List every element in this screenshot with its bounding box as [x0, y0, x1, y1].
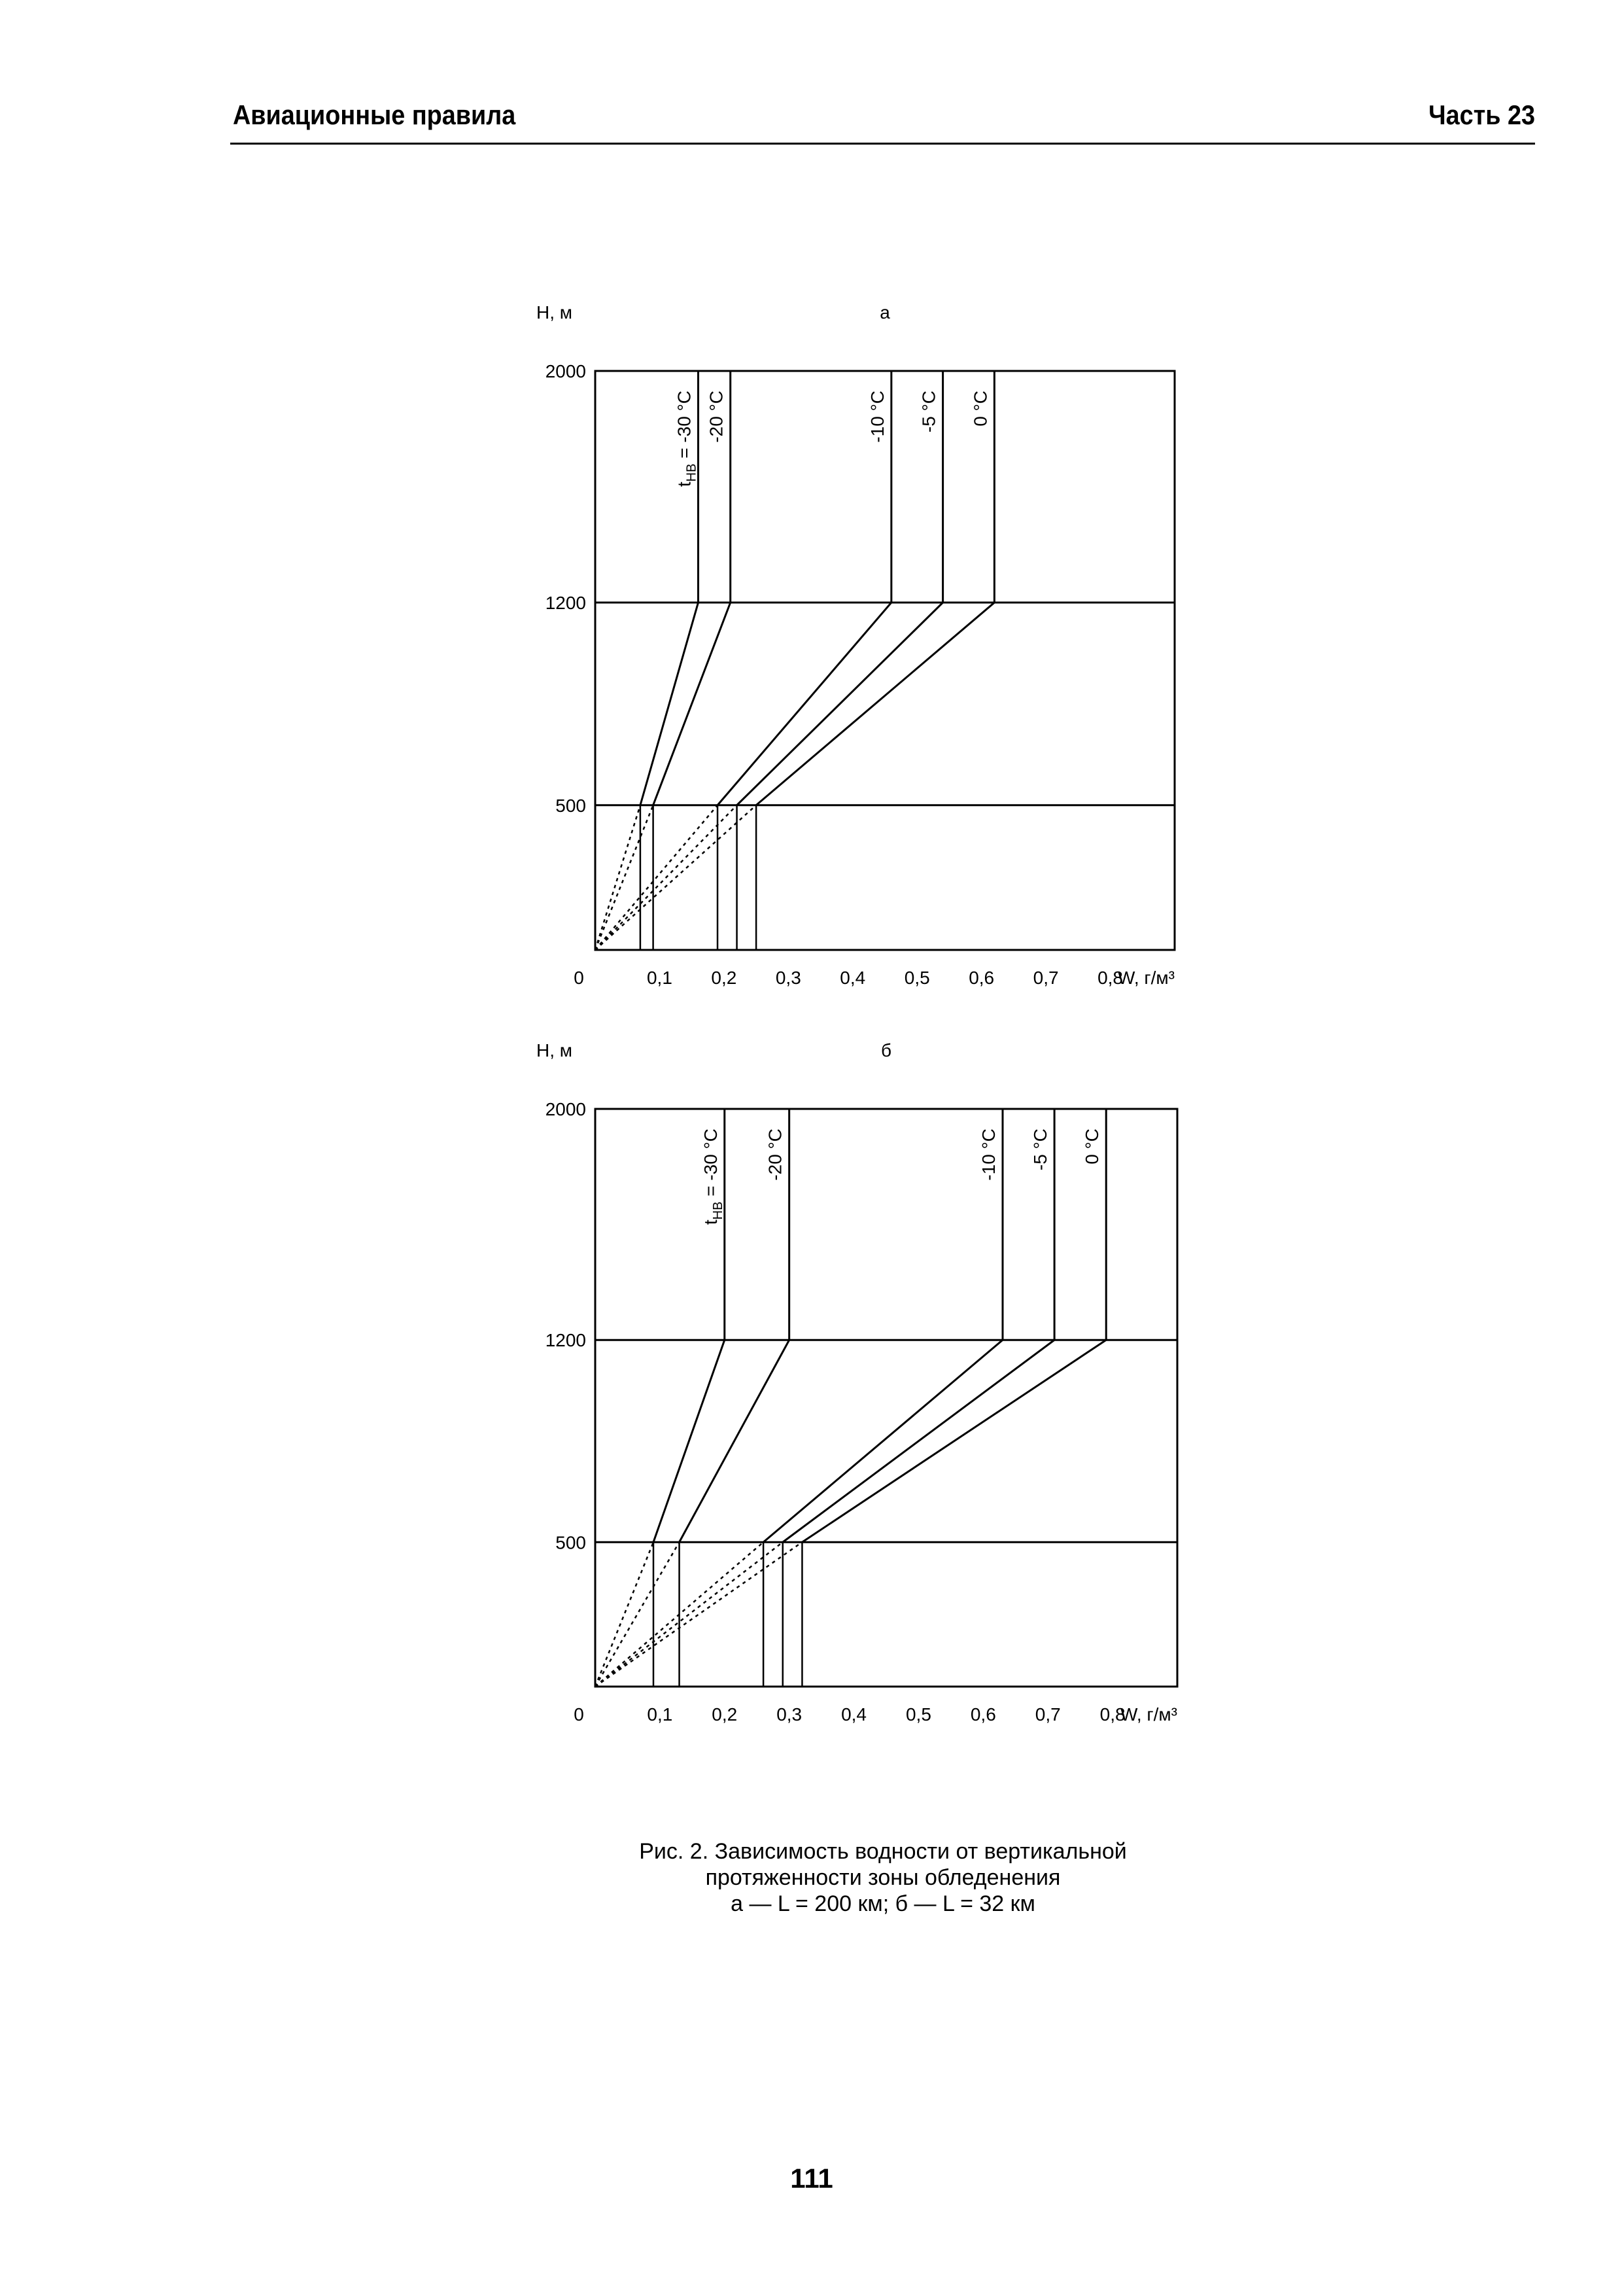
x-tick-label: 0,6 — [970, 1704, 996, 1725]
caption-line-2: протяженности зоны обледенения — [705, 1865, 1061, 1890]
x-tick-label: 0,4 — [841, 1704, 867, 1725]
series-label-text: -10 °C — [978, 1129, 999, 1181]
x-tick-label: 0,1 — [647, 1704, 673, 1725]
x-axis-label: W, г/м³ — [1117, 968, 1175, 988]
x-tick-label: 0,3 — [775, 968, 801, 988]
x-tick-label: 0 — [574, 1704, 584, 1725]
panel-title: б — [880, 1040, 892, 1060]
x-axis-label: W, г/м³ — [1120, 1704, 1177, 1725]
series-label — [978, 1129, 999, 1181]
y-tick-label: 2000 — [545, 361, 586, 381]
x-tick-label: 0,8 — [1097, 968, 1124, 988]
series-dashed-segment — [595, 1542, 783, 1687]
x-tick-label: 0,4 — [840, 968, 866, 988]
x-tick-label: 0,7 — [1033, 968, 1059, 988]
series-label-text: -20 °C — [765, 1129, 786, 1181]
caption-line-3: а — L = 200 км; б — L = 32 км — [731, 1891, 1035, 1916]
x-tick-label: 0,5 — [905, 1704, 931, 1725]
y-tick-label: 1200 — [545, 593, 586, 613]
x-tick-label: 0,2 — [712, 1704, 738, 1725]
y-tick-label: 2000 — [545, 1099, 586, 1119]
series-line — [802, 1109, 1106, 1542]
y-tick-label: 1200 — [545, 1330, 586, 1351]
series-dashed-segment — [595, 1542, 680, 1687]
series-line — [783, 1109, 1054, 1542]
panel-title: а — [880, 302, 890, 323]
y-tick-label: 500 — [555, 1532, 586, 1553]
x-tick-label: 0,1 — [646, 968, 672, 988]
running-header-part: Часть 23 — [1428, 99, 1535, 130]
series-label-text: $t_{НВ} = -30$ °C — [700, 1129, 725, 1225]
y-axis-label: H, м — [536, 302, 573, 323]
page-number: 111 — [790, 2163, 833, 2194]
x-tick-label: 0 — [574, 968, 584, 988]
y-tick-label: 500 — [555, 795, 586, 816]
x-tick-label: 0,3 — [776, 1704, 803, 1725]
y-axis-label: H, м — [536, 1040, 573, 1060]
series-label-text: -20 °C — [706, 391, 727, 443]
series-label-text: -5 °C — [918, 391, 939, 433]
series-label — [765, 1129, 786, 1181]
series-label-text: 0 °C — [970, 391, 991, 427]
plot-frame — [595, 1109, 1177, 1687]
caption-line-1: Рис. 2. Зависимость водности от вертикальной — [639, 1839, 1127, 1864]
series-label — [1082, 1129, 1102, 1165]
series-label-text: $t_{НВ} = -30$ °C — [674, 391, 699, 487]
series-line — [763, 1109, 1003, 1542]
running-header-title: Авиационные правила — [233, 99, 516, 130]
series-label-text: 0 °C — [1082, 1129, 1103, 1165]
x-tick-label: 0,7 — [1035, 1704, 1061, 1725]
x-tick-label: 0,6 — [969, 968, 995, 988]
x-tick-label: 0,8 — [1099, 1704, 1126, 1725]
x-tick-label: 0,2 — [711, 968, 737, 988]
series-label-text: -5 °C — [1030, 1129, 1051, 1171]
series-label — [1030, 1129, 1050, 1170]
figure-caption — [458, 1838, 1308, 1917]
series-label — [700, 1129, 725, 1225]
series-dashed-segment — [595, 1542, 802, 1687]
series-label-text: -10 °C — [867, 391, 888, 443]
x-tick-label: 0,5 — [904, 968, 930, 988]
